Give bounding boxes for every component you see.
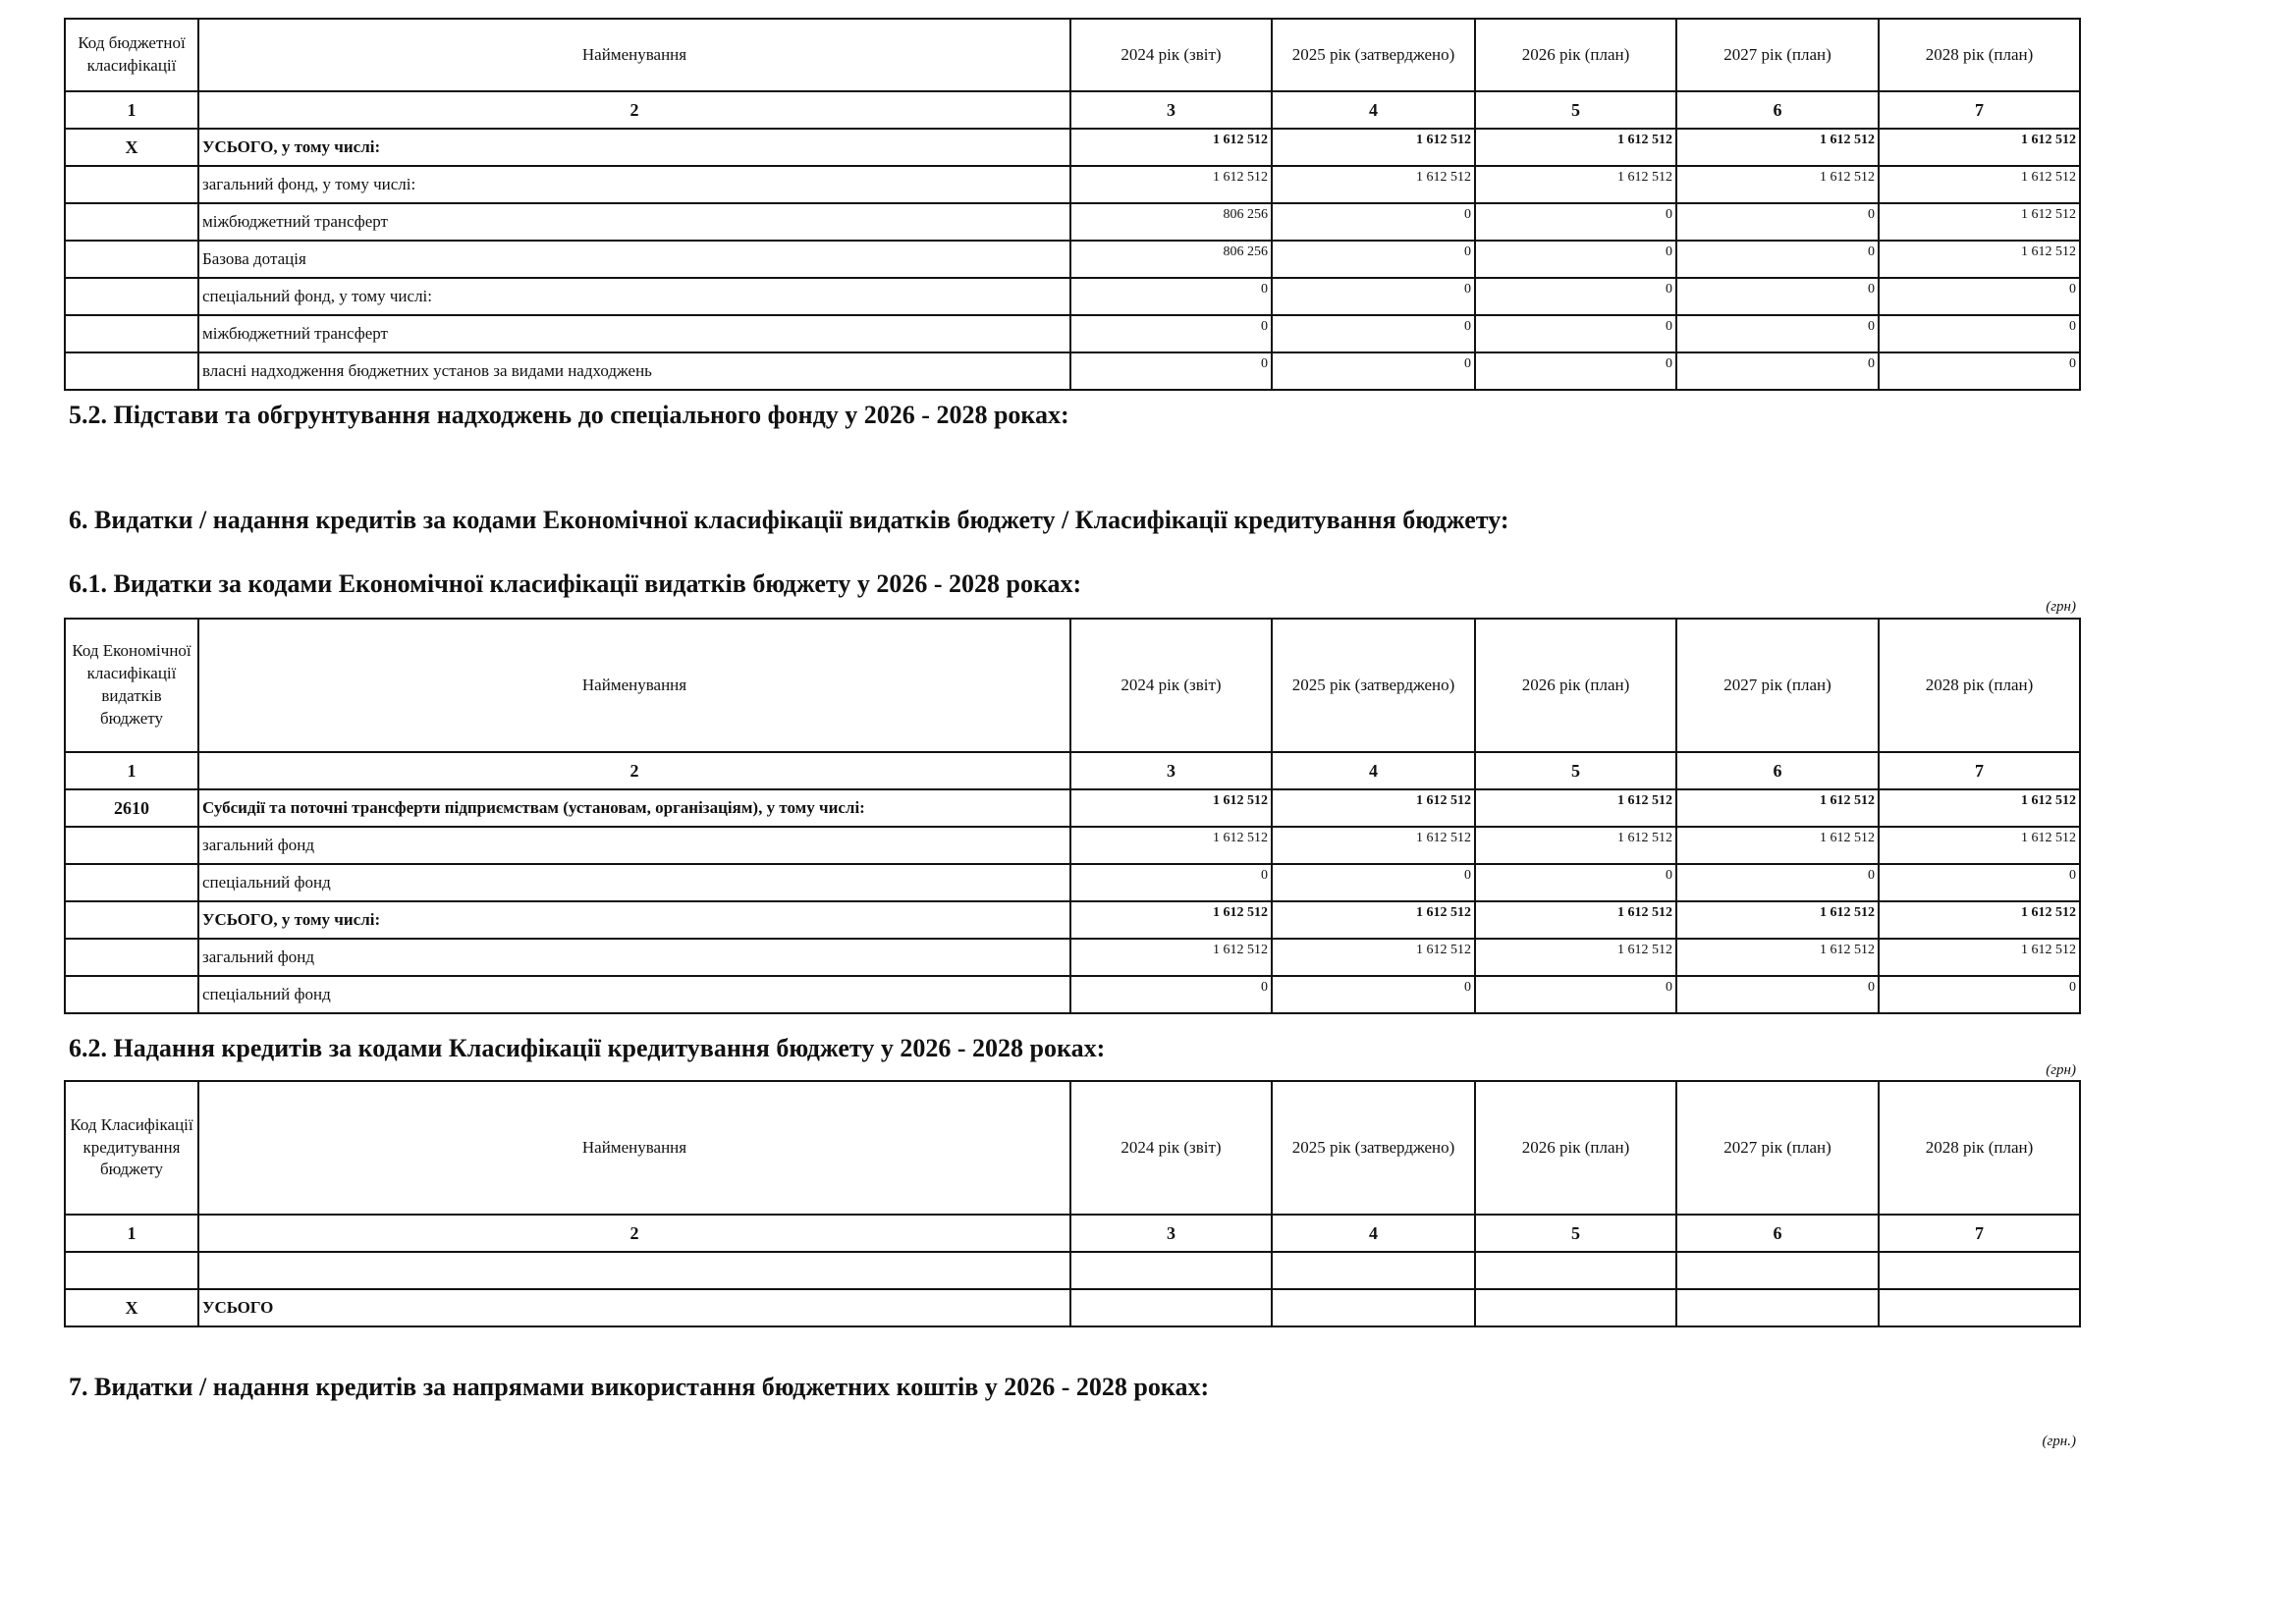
value-2026	[1475, 1289, 1676, 1326]
column-number: 1	[65, 752, 198, 789]
col-header-2024: 2024 рік (звіт)	[1070, 1081, 1272, 1215]
value-2027: 0	[1676, 864, 1879, 901]
value-2025: 1 612 512	[1272, 939, 1475, 976]
value-2028: 1 612 512	[1879, 129, 2080, 166]
table-row	[65, 827, 2080, 864]
column-number: 1	[65, 91, 198, 129]
col-header-code: Код бюджетної класифікації	[65, 19, 198, 91]
column-number: 3	[1070, 1215, 1272, 1252]
code-cell	[65, 976, 198, 1013]
value-2027: 1 612 512	[1676, 166, 1879, 203]
value-2028: 0	[1879, 278, 2080, 315]
code-cell	[65, 939, 198, 976]
column-number: 5	[1475, 91, 1676, 129]
value-2027: 1 612 512	[1676, 129, 1879, 166]
value-2027: 1 612 512	[1676, 901, 1879, 939]
col-header-name: Найменування	[198, 19, 1070, 91]
table-row	[65, 939, 2080, 976]
table-row	[65, 203, 2080, 241]
col-header-2028: 2028 рік (план)	[1879, 619, 2080, 752]
table-row	[65, 976, 2080, 1013]
table-row	[65, 901, 2080, 939]
name-cell: спеціальний фонд	[198, 864, 1070, 901]
column-number: 5	[1475, 752, 1676, 789]
name-cell: спеціальний фонд	[198, 976, 1070, 1013]
value-2024: 1 612 512	[1070, 789, 1272, 827]
column-number: 7	[1879, 752, 2080, 789]
value-2027: 0	[1676, 976, 1879, 1013]
code-cell	[65, 278, 198, 315]
col-header-2027: 2027 рік (план)	[1676, 19, 1879, 91]
col-header-2025: 2025 рік (затверджено)	[1272, 1081, 1475, 1215]
section-heading-7: 7. Видатки / надання кредитів за напрямами використання бюджетних коштів у 2026 - 2028 роках:	[69, 1373, 1210, 1401]
value-2026: 0	[1475, 352, 1676, 390]
value-2026: 1 612 512	[1475, 901, 1676, 939]
code-cell	[65, 203, 198, 241]
column-number: 3	[1070, 91, 1272, 129]
section-heading-6-1: 6.1. Видатки за кодами Економічної класифікації видатків бюджету у 2026 - 2028 роках:	[69, 569, 1082, 598]
column-number: 6	[1676, 752, 1879, 789]
table-row	[65, 166, 2080, 203]
col-header-2027: 2027 рік (план)	[1676, 1081, 1879, 1215]
value-2027: 0	[1676, 315, 1879, 352]
col-header-2026: 2026 рік (план)	[1475, 19, 1676, 91]
value-2025: 1 612 512	[1272, 827, 1475, 864]
value-2028	[1879, 1289, 2080, 1326]
value-2028: 0	[1879, 315, 2080, 352]
value-2025: 1 612 512	[1272, 789, 1475, 827]
name-cell: УСЬОГО	[198, 1289, 1070, 1326]
col-header-2028: 2028 рік (план)	[1879, 1081, 2080, 1215]
value-2024: 0	[1070, 864, 1272, 901]
value-2024: 1 612 512	[1070, 166, 1272, 203]
value-2025: 0	[1272, 241, 1475, 278]
code-cell	[65, 901, 198, 939]
value-2026: 0	[1475, 278, 1676, 315]
name-cell: загальний фонд	[198, 827, 1070, 864]
value-2025	[1272, 1252, 1475, 1289]
table-row	[65, 129, 2080, 166]
value-2028: 1 612 512	[1879, 241, 2080, 278]
value-2024: 0	[1070, 315, 1272, 352]
column-number: 3	[1070, 752, 1272, 789]
value-2028: 0	[1879, 976, 2080, 1013]
column-numbers-row	[65, 91, 2080, 129]
column-number: 2	[198, 752, 1070, 789]
code-cell	[65, 352, 198, 390]
column-number: 4	[1272, 752, 1475, 789]
name-cell: спеціальний фонд, у тому числі:	[198, 278, 1070, 315]
table-6-2-credits	[64, 1080, 2081, 1327]
col-header-code: Код Економічної класифікації видатків бюджету	[65, 619, 198, 752]
value-2026: 0	[1475, 241, 1676, 278]
col-header-code: Код Класифікації кредитування бюджету	[65, 1081, 198, 1215]
name-cell	[198, 1252, 1070, 1289]
column-number: 1	[65, 1215, 198, 1252]
table-row	[65, 352, 2080, 390]
value-2026: 0	[1475, 864, 1676, 901]
value-2026: 1 612 512	[1475, 939, 1676, 976]
code-cell	[65, 166, 198, 203]
code-cell	[65, 1252, 198, 1289]
currency-unit-label: (грн.)	[2042, 1434, 2076, 1449]
value-2024: 0	[1070, 278, 1272, 315]
value-2027: 0	[1676, 278, 1879, 315]
column-number: 2	[198, 1215, 1070, 1252]
col-header-2025: 2025 рік (затверджено)	[1272, 619, 1475, 752]
table-row	[65, 278, 2080, 315]
value-2024: 1 612 512	[1070, 129, 1272, 166]
currency-unit-label: (грн)	[2046, 1062, 2076, 1078]
value-2028: 1 612 512	[1879, 901, 2080, 939]
code-cell	[65, 315, 198, 352]
value-2024: 1 612 512	[1070, 827, 1272, 864]
column-number: 5	[1475, 1215, 1676, 1252]
value-2024: 0	[1070, 976, 1272, 1013]
value-2025: 1 612 512	[1272, 129, 1475, 166]
name-cell: УСЬОГО, у тому числі:	[198, 901, 1070, 939]
name-cell: власні надходження бюджетних установ за видами надходжень	[198, 352, 1070, 390]
currency-unit-label: (грн)	[2046, 599, 2076, 615]
value-2028	[1879, 1252, 2080, 1289]
col-header-2027: 2027 рік (план)	[1676, 619, 1879, 752]
col-header-2026: 2026 рік (план)	[1475, 1081, 1676, 1215]
section-heading-6: 6. Видатки / надання кредитів за кодами Економічної класифікації видатків бюджету / Класифікації кредитування бюджету:	[69, 506, 1509, 534]
value-2027: 1 612 512	[1676, 939, 1879, 976]
col-header-2026: 2026 рік (план)	[1475, 619, 1676, 752]
value-2024: 0	[1070, 352, 1272, 390]
header-row	[65, 1081, 2080, 1215]
value-2025: 0	[1272, 352, 1475, 390]
col-header-2024: 2024 рік (звіт)	[1070, 619, 1272, 752]
value-2025: 1 612 512	[1272, 901, 1475, 939]
header-row	[65, 619, 2080, 752]
table-row	[65, 315, 2080, 352]
value-2024: 806 256	[1070, 241, 1272, 278]
name-cell: загальний фонд	[198, 939, 1070, 976]
value-2028: 1 612 512	[1879, 166, 2080, 203]
value-2024	[1070, 1252, 1272, 1289]
code-cell: X	[65, 1289, 198, 1326]
value-2028: 1 612 512	[1879, 939, 2080, 976]
name-cell: Субсидії та поточні трансферти підприємствам (установам, організаціям), у тому числі:	[198, 789, 1070, 827]
code-cell	[65, 827, 198, 864]
name-cell: загальний фонд, у тому числі:	[198, 166, 1070, 203]
value-2025: 0	[1272, 315, 1475, 352]
column-number: 7	[1879, 1215, 2080, 1252]
code-cell	[65, 241, 198, 278]
value-2025	[1272, 1289, 1475, 1326]
value-2026	[1475, 1252, 1676, 1289]
value-2025: 0	[1272, 864, 1475, 901]
table-row	[65, 864, 2080, 901]
name-cell: міжбюджетний трансферт	[198, 203, 1070, 241]
value-2026: 0	[1475, 203, 1676, 241]
table-5-revenues	[64, 18, 2081, 391]
value-2026: 1 612 512	[1475, 789, 1676, 827]
value-2027: 1 612 512	[1676, 789, 1879, 827]
value-2027	[1676, 1252, 1879, 1289]
code-cell: 2610	[65, 789, 198, 827]
value-2026: 1 612 512	[1475, 166, 1676, 203]
header-row	[65, 19, 2080, 91]
value-2027: 1 612 512	[1676, 827, 1879, 864]
col-header-2025: 2025 рік (затверджено)	[1272, 19, 1475, 91]
value-2027: 0	[1676, 203, 1879, 241]
value-2027: 0	[1676, 241, 1879, 278]
table-6-1-expenditures	[64, 618, 2081, 1014]
column-number: 7	[1879, 91, 2080, 129]
value-2026: 0	[1475, 976, 1676, 1013]
value-2028: 1 612 512	[1879, 827, 2080, 864]
value-2028: 1 612 512	[1879, 789, 2080, 827]
value-2025: 0	[1272, 278, 1475, 315]
value-2026: 0	[1475, 315, 1676, 352]
value-2027	[1676, 1289, 1879, 1326]
column-number: 4	[1272, 91, 1475, 129]
column-numbers-row	[65, 752, 2080, 789]
table-row	[65, 789, 2080, 827]
col-header-name: Найменування	[198, 619, 1070, 752]
value-2027: 0	[1676, 352, 1879, 390]
section-heading-5-2: 5.2. Підстави та обгрунтування надходжень до спеціального фонду у 2026 - 2028 роках:	[69, 401, 1069, 429]
code-cell: X	[65, 129, 198, 166]
column-number: 6	[1676, 91, 1879, 129]
value-2026: 1 612 512	[1475, 129, 1676, 166]
value-2026: 1 612 512	[1475, 827, 1676, 864]
value-2024: 1 612 512	[1070, 901, 1272, 939]
column-number: 4	[1272, 1215, 1475, 1252]
column-number: 6	[1676, 1215, 1879, 1252]
name-cell: міжбюджетний трансферт	[198, 315, 1070, 352]
value-2028: 0	[1879, 864, 2080, 901]
value-2025: 0	[1272, 976, 1475, 1013]
value-2025: 0	[1272, 203, 1475, 241]
table-row	[65, 1289, 2080, 1326]
value-2024	[1070, 1289, 1272, 1326]
col-header-2024: 2024 рік (звіт)	[1070, 19, 1272, 91]
code-cell	[65, 864, 198, 901]
value-2028: 1 612 512	[1879, 203, 2080, 241]
table-row	[65, 241, 2080, 278]
col-header-2028: 2028 рік (план)	[1879, 19, 2080, 91]
value-2025: 1 612 512	[1272, 166, 1475, 203]
value-2028: 0	[1879, 352, 2080, 390]
column-number: 2	[198, 91, 1070, 129]
value-2024: 806 256	[1070, 203, 1272, 241]
col-header-name: Найменування	[198, 1081, 1070, 1215]
table-row	[65, 1252, 2080, 1289]
name-cell: УСЬОГО, у тому числі:	[198, 129, 1070, 166]
value-2024: 1 612 512	[1070, 939, 1272, 976]
name-cell: Базова дотація	[198, 241, 1070, 278]
column-numbers-row	[65, 1215, 2080, 1252]
section-heading-6-2: 6.2. Надання кредитів за кодами Класифікації кредитування бюджету у 2026 - 2028 роках:	[69, 1034, 1106, 1062]
